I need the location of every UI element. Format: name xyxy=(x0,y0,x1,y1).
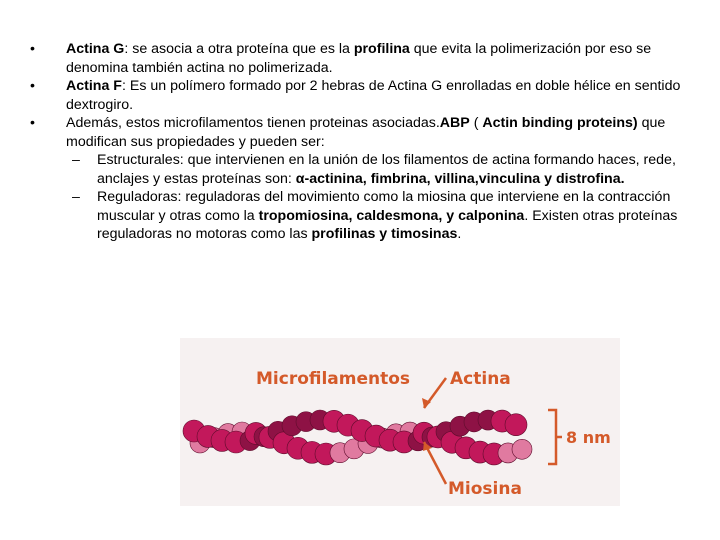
term-regulatory-proteins: tropomiosina, caldesmona, y calponina xyxy=(258,207,525,224)
text: : Es un polímero formado por 2 hebras de Actina G enrolladas en doble hélice en sentido dextrogiro. xyxy=(66,78,681,113)
text: : se asocia a otra proteína que es la xyxy=(124,41,354,57)
text: . Existen otras proteínas reguladoras no motoras como las xyxy=(97,207,678,242)
term-profilina: profilina xyxy=(353,41,410,57)
term-actina-g: Actina G xyxy=(66,41,125,57)
sub-marker: – xyxy=(72,189,80,205)
microfilament-figure xyxy=(180,338,620,506)
bullet-actina-g xyxy=(30,40,700,77)
bullet-list xyxy=(30,40,700,244)
figure-background xyxy=(180,338,620,506)
term-actin-binding: Actin binding proteins) xyxy=(482,115,638,131)
subitem-estructurales xyxy=(30,151,700,188)
label-microfilamentos: Microfilamentos xyxy=(256,369,411,389)
text: que modifican sus propiedades y pueden ser: xyxy=(66,115,666,150)
term-abp: ABP xyxy=(439,115,470,131)
term-profilinas-timosinas: profilinas y timosinas xyxy=(311,226,458,242)
actin-bead xyxy=(512,439,532,459)
bullet-marker: • xyxy=(30,115,35,131)
sub-marker: – xyxy=(72,152,80,168)
text: . xyxy=(457,226,462,242)
label-actina: Actina xyxy=(450,369,511,389)
bullet-marker: • xyxy=(30,78,35,94)
text: Además, estos microfilamentos tienen proteinas asociadas. xyxy=(66,115,440,131)
bullet-marker: • xyxy=(30,41,35,57)
term-structural-proteins: α-actinina, fimbrina, villina,vinculina y distrofina. xyxy=(295,170,625,187)
actin-bead xyxy=(505,414,527,436)
term-actina-f: Actina F xyxy=(66,78,122,94)
subitem-reguladoras xyxy=(30,188,700,244)
bullet-actina-f xyxy=(30,77,700,114)
text: Estructurales: que intervienen en la unión de los filamentos de actina formando haces, rede, anclajes y estas proteínas son: xyxy=(97,152,676,187)
label-miosina: Miosina xyxy=(448,479,522,499)
text: ( xyxy=(469,115,483,131)
text: Reguladoras: reguladoras del movimiento como la miosina que interviene en la contracción muscular y otras como la xyxy=(97,189,671,224)
text: que evita la polimerización por eso se denomina también actina no polimerizada. xyxy=(66,41,652,76)
label-8nm: 8 nm xyxy=(566,428,611,447)
bullet-abp xyxy=(30,114,700,151)
